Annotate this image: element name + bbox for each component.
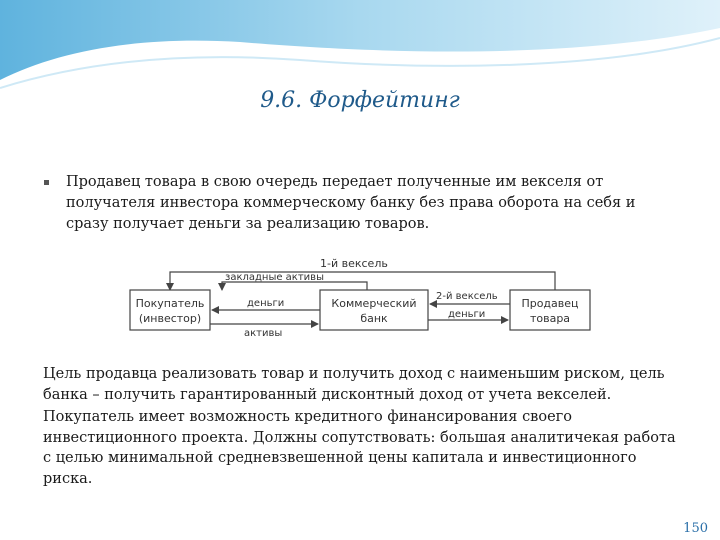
bullet-square-icon [44, 180, 49, 185]
collateral-label: закладные активы [225, 272, 324, 283]
buyer-label-line1: Покупатель [135, 297, 205, 310]
page-number: 150 [683, 521, 708, 536]
bank-label-line2: банк [360, 312, 388, 325]
bill2-label: 2-й вексель [436, 291, 498, 302]
seller-label-line2: товара [529, 312, 571, 325]
bullet-text: Продавец товара в свою очередь передает полученные им векселя от получателя инвестора коммерческому банку без права оборота на себя и сразу получает деньги за реализацию товаров. [66, 174, 636, 232]
forfaiting-diagram [122, 244, 600, 356]
bank-label-line1: Коммерческий [331, 297, 417, 310]
bullet-item [44, 172, 664, 235]
slide-title: 9.6. Форфейтинг [260, 88, 460, 113]
assets-label: активы [244, 328, 283, 339]
money-right-label: деньги [448, 309, 486, 320]
paragraph-goals: Цель продавца реализовать товар и получить доход с наименьшим риском, цель банка – получить гарантированный дисконтный доход от учета векселей. [43, 366, 665, 403]
money-left-label: деньги [247, 298, 285, 309]
seller-label-line1: Продавец [521, 297, 579, 310]
paragraph-buyer: Покупатель имеет возможность кредитного финансирования своего инвестиционного проекта. Должны сопутствовать: большая аналитичекая работа с целью минимальной средневзвешенной цены капитала и инвестиционного риска. [43, 409, 676, 487]
bill1-label: 1-й вексель [320, 257, 388, 270]
buyer-label-line2: (инвестор) [138, 312, 202, 325]
